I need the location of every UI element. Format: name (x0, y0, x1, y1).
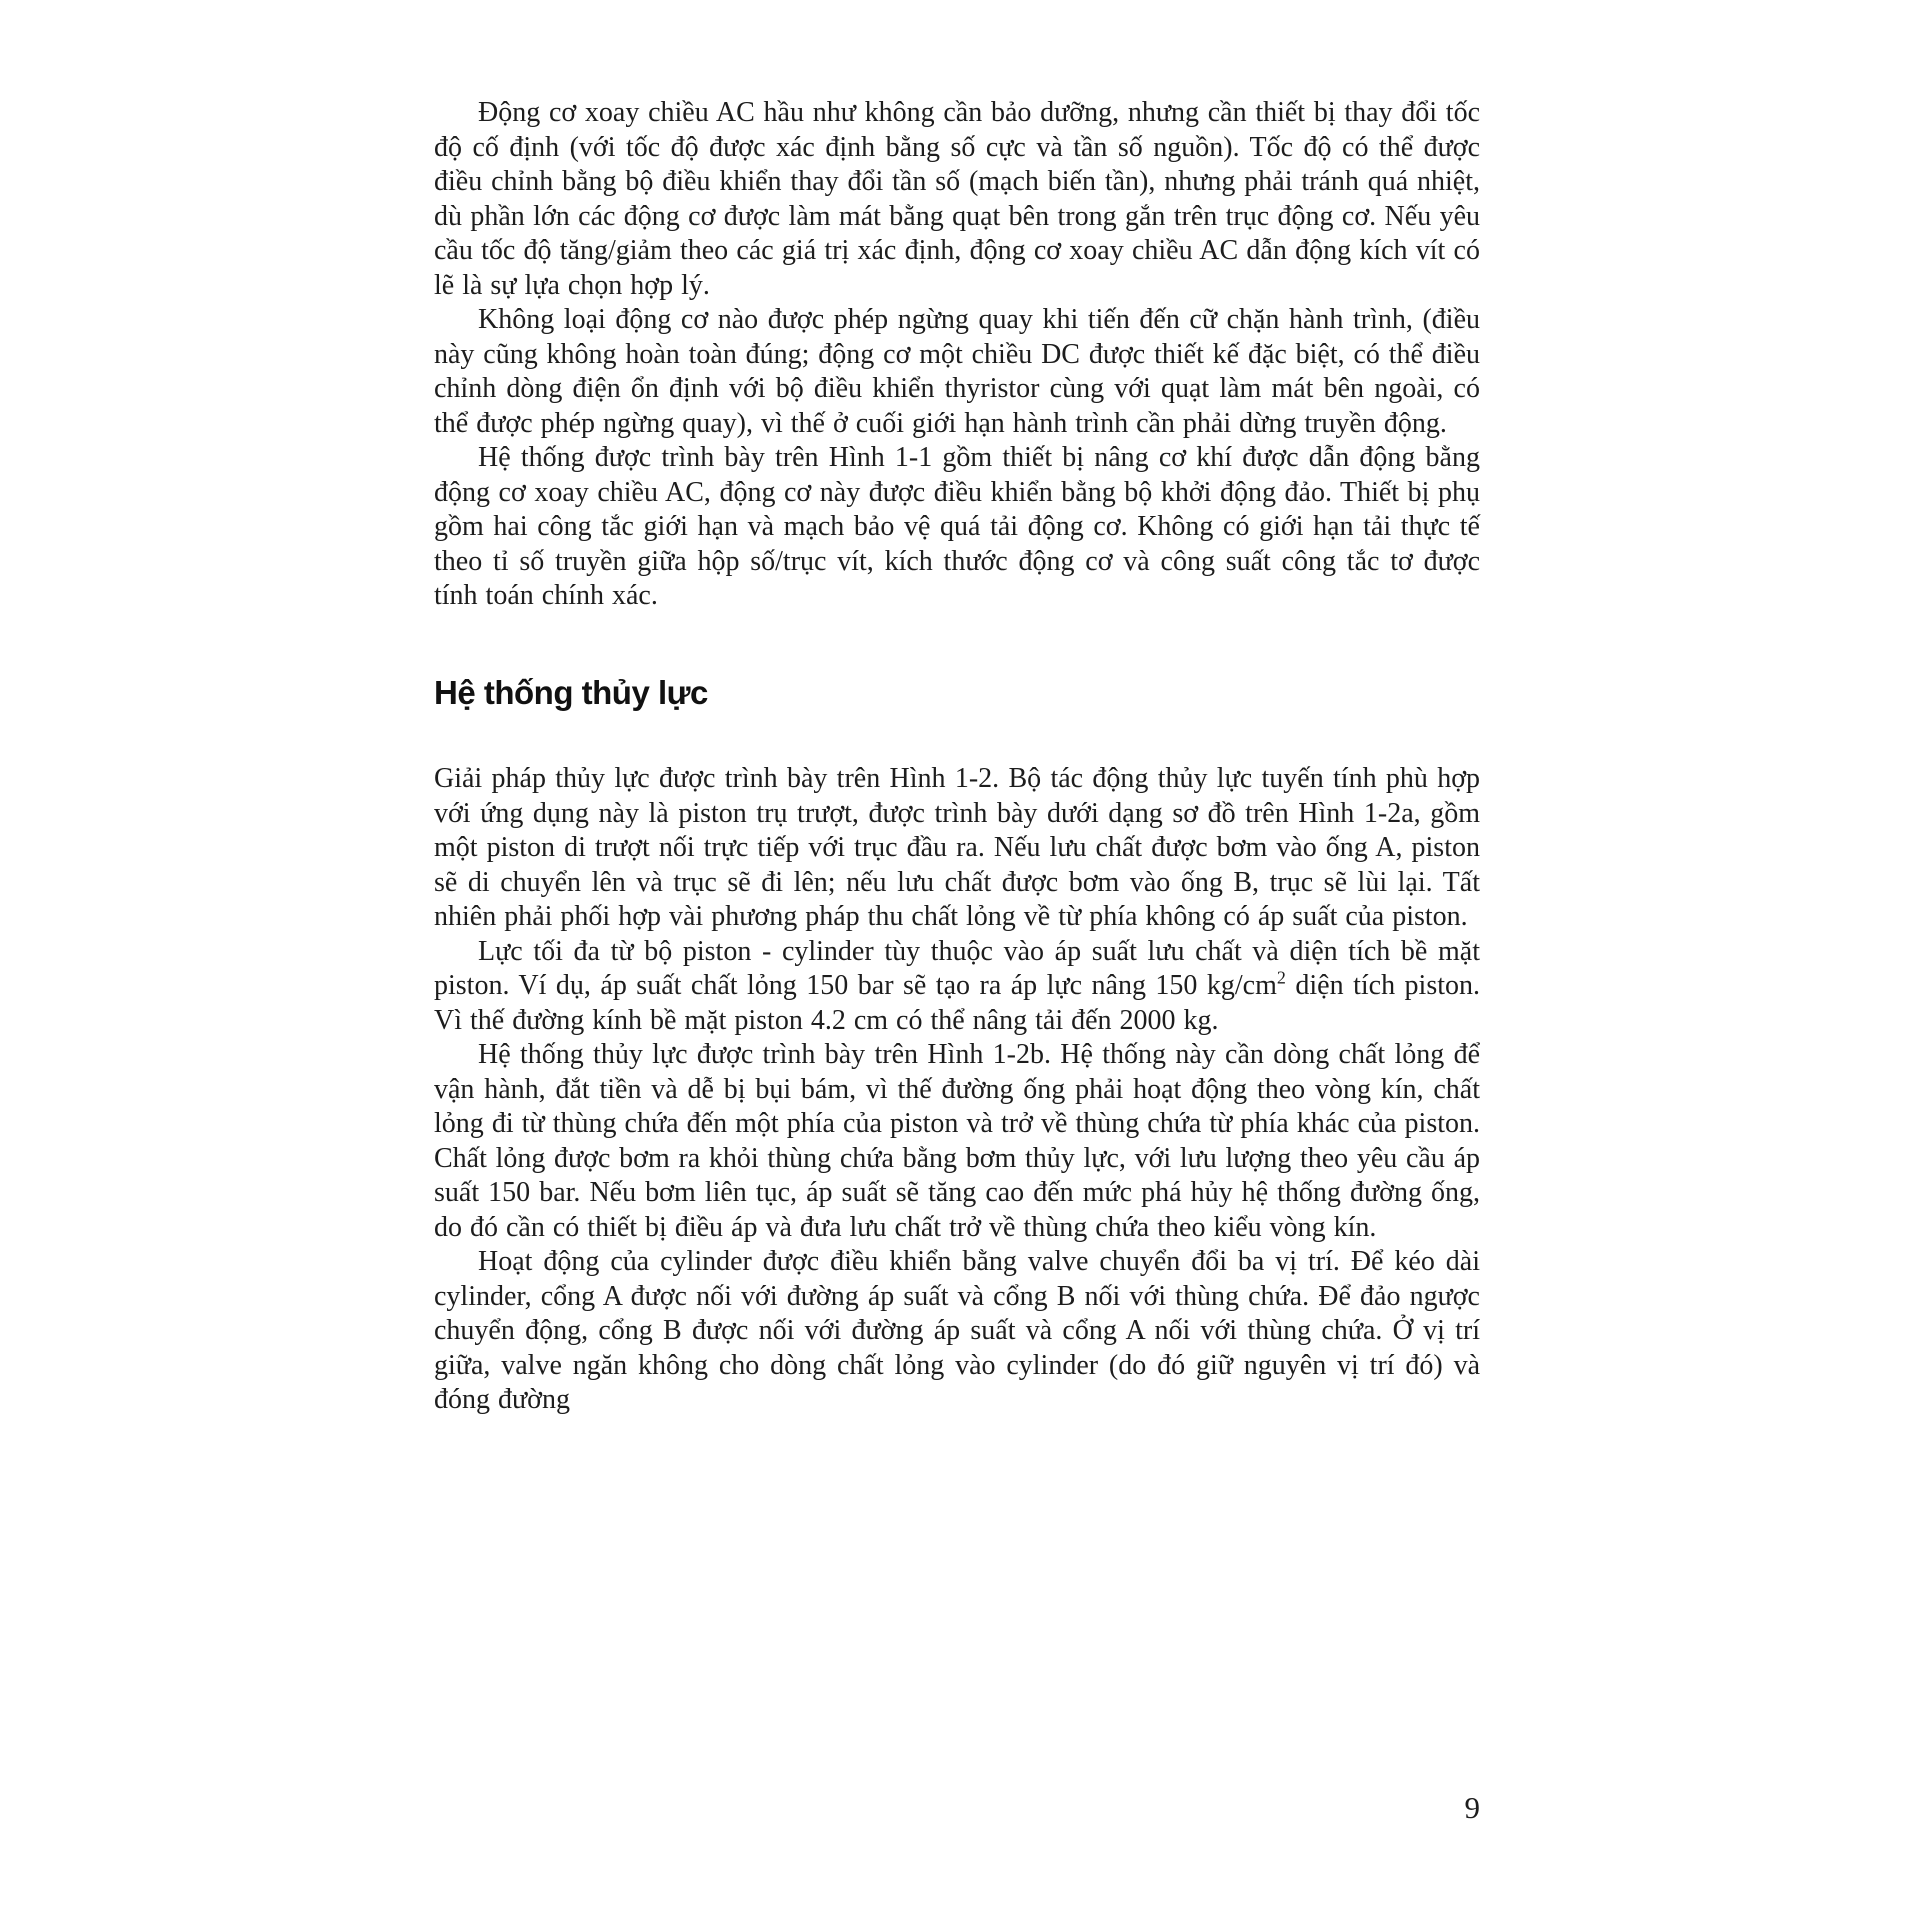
paragraph-text-after-superscript: diện tích piston. Vì thế đường kính bề mặt piston 4.2 cm có thể nâng tải đến 2000 kg. (434, 970, 1481, 1036)
paragraph-text-before-superscript: Lực tối đa từ bộ piston - cylinder tùy thuộc vào áp suất lưu chất và diện tích bề mặt piston. Ví dụ, áp suất chất lỏng 150 bar sẽ tạo ra áp lực nâng 150 kg/cm (434, 935, 1480, 1001)
body-paragraph-motor-1: Động cơ xoay chiều AC hầu như không cần bảo dưỡng, nhưng cần thiết bị thay đổi tốc độ cố định (với tốc độ được xác định bằng số cực và tần số nguồn). Tốc độ có thể được điều chỉnh bằng bộ điều khiển thay đổi tần số (mạch biến tần), nhưng phải tránh quá nhiệt, dù phần lớn các động cơ được làm mát bằng quạt bên trong gắn trên trục động cơ. Nếu yêu cầu tốc độ tăng/giảm theo các giá trị xác định, động cơ xoay chiều AC dẫn động kích vít có lẽ là sự lựa chọn hợp lý. (434, 97, 1480, 301)
body-paragraph-hydraulic-2 (434, 935, 1480, 1039)
body-paragraph-hydraulic-4: Hoạt động của cylinder được điều khiển bằng valve chuyển đổi ba vị trí. Để kéo dài cylinder, cổng A được nối với đường áp suất và cổng B nối với thùng chứa. Để đảo ngược chuyển động, cổng B được nối với đường áp suất và cổng A nối với thùng chứa. Ở vị trí giữa, valve ngăn không cho dòng chất lỏng vào cylinder (do đó giữ nguyên vị trí đó) và đóng đường (434, 1246, 1480, 1415)
text-column (434, 96, 1480, 1418)
section-heading-hydraulic: Hệ thống thủy lực (434, 673, 708, 711)
body-paragraph-hydraulic-1: Giải pháp thủy lực được trình bày trên Hình 1-2. Bộ tác động thủy lực tuyến tính phù hợp với ứng dụng này là piston trụ trượt, được trình bày dưới dạng sơ đồ trên Hình 1-2a, gồm một piston di trượt nối trực tiếp với trục đầu ra. Nếu lưu chất được bơm vào ống A, piston sẽ di chuyển lên và trục sẽ đi lên; nếu lưu chất được bơm vào ống B, trục sẽ lùi lại. Tất nhiên phải phối hợp vài phương pháp thu chất lỏng về từ phía không có áp suất của piston. (434, 763, 1480, 932)
body-paragraph-hydraulic-3: Hệ thống thủy lực được trình bày trên Hình 1-2b. Hệ thống này cần dòng chất lỏng để vận hành, đắt tiền và dễ bị bụi bám, vì thế đường ống phải hoạt động theo vòng kín, chất lỏng đi từ thùng chứa đến một phía của piston và trở về thùng chứa từ phía khác của piston. Chất lỏng được bơm ra khỏi thùng chứa bằng bơm thủy lực, với lưu lượng theo yêu cầu áp suất 150 bar. Nếu bơm liên tục, áp suất sẽ tăng cao đến mức phá hủy hệ thống đường ống, do đó cần có thiết bị điều áp và đưa lưu chất trở về thùng chứa theo kiểu vòng kín. (434, 1039, 1480, 1243)
superscript-exponent: 2 (1276, 967, 1286, 988)
body-paragraph-motor-2: Không loại động cơ nào được phép ngừng quay khi tiến đến cữ chặn hành trình, (điều này cũng không hoàn toàn đúng; động cơ một chiều DC được thiết kế đặc biệt, có thể điều chỉnh dòng điện ổn định với bộ điều khiển thyristor cùng với quạt làm mát bên ngoài, có thể được phép ngừng quay), vì thế ở cuối giới hạn hành trình cần phải dừng truyền động. (434, 304, 1480, 439)
page-number: 9 (1464, 1790, 1480, 1825)
body-paragraph-motor-3: Hệ thống được trình bày trên Hình 1-1 gồm thiết bị nâng cơ khí được dẫn động bằng động cơ xoay chiều AC, động cơ này được điều khiển bằng bộ khởi động đảo. Thiết bị phụ gồm hai công tắc giới hạn và mạch bảo vệ quá tải động cơ. Không có giới hạn tải thực tế theo tỉ số truyền giữa hộp số/trục vít, kích thước động cơ và công suất công tắc tơ được tính toán chính xác. (434, 442, 1480, 611)
